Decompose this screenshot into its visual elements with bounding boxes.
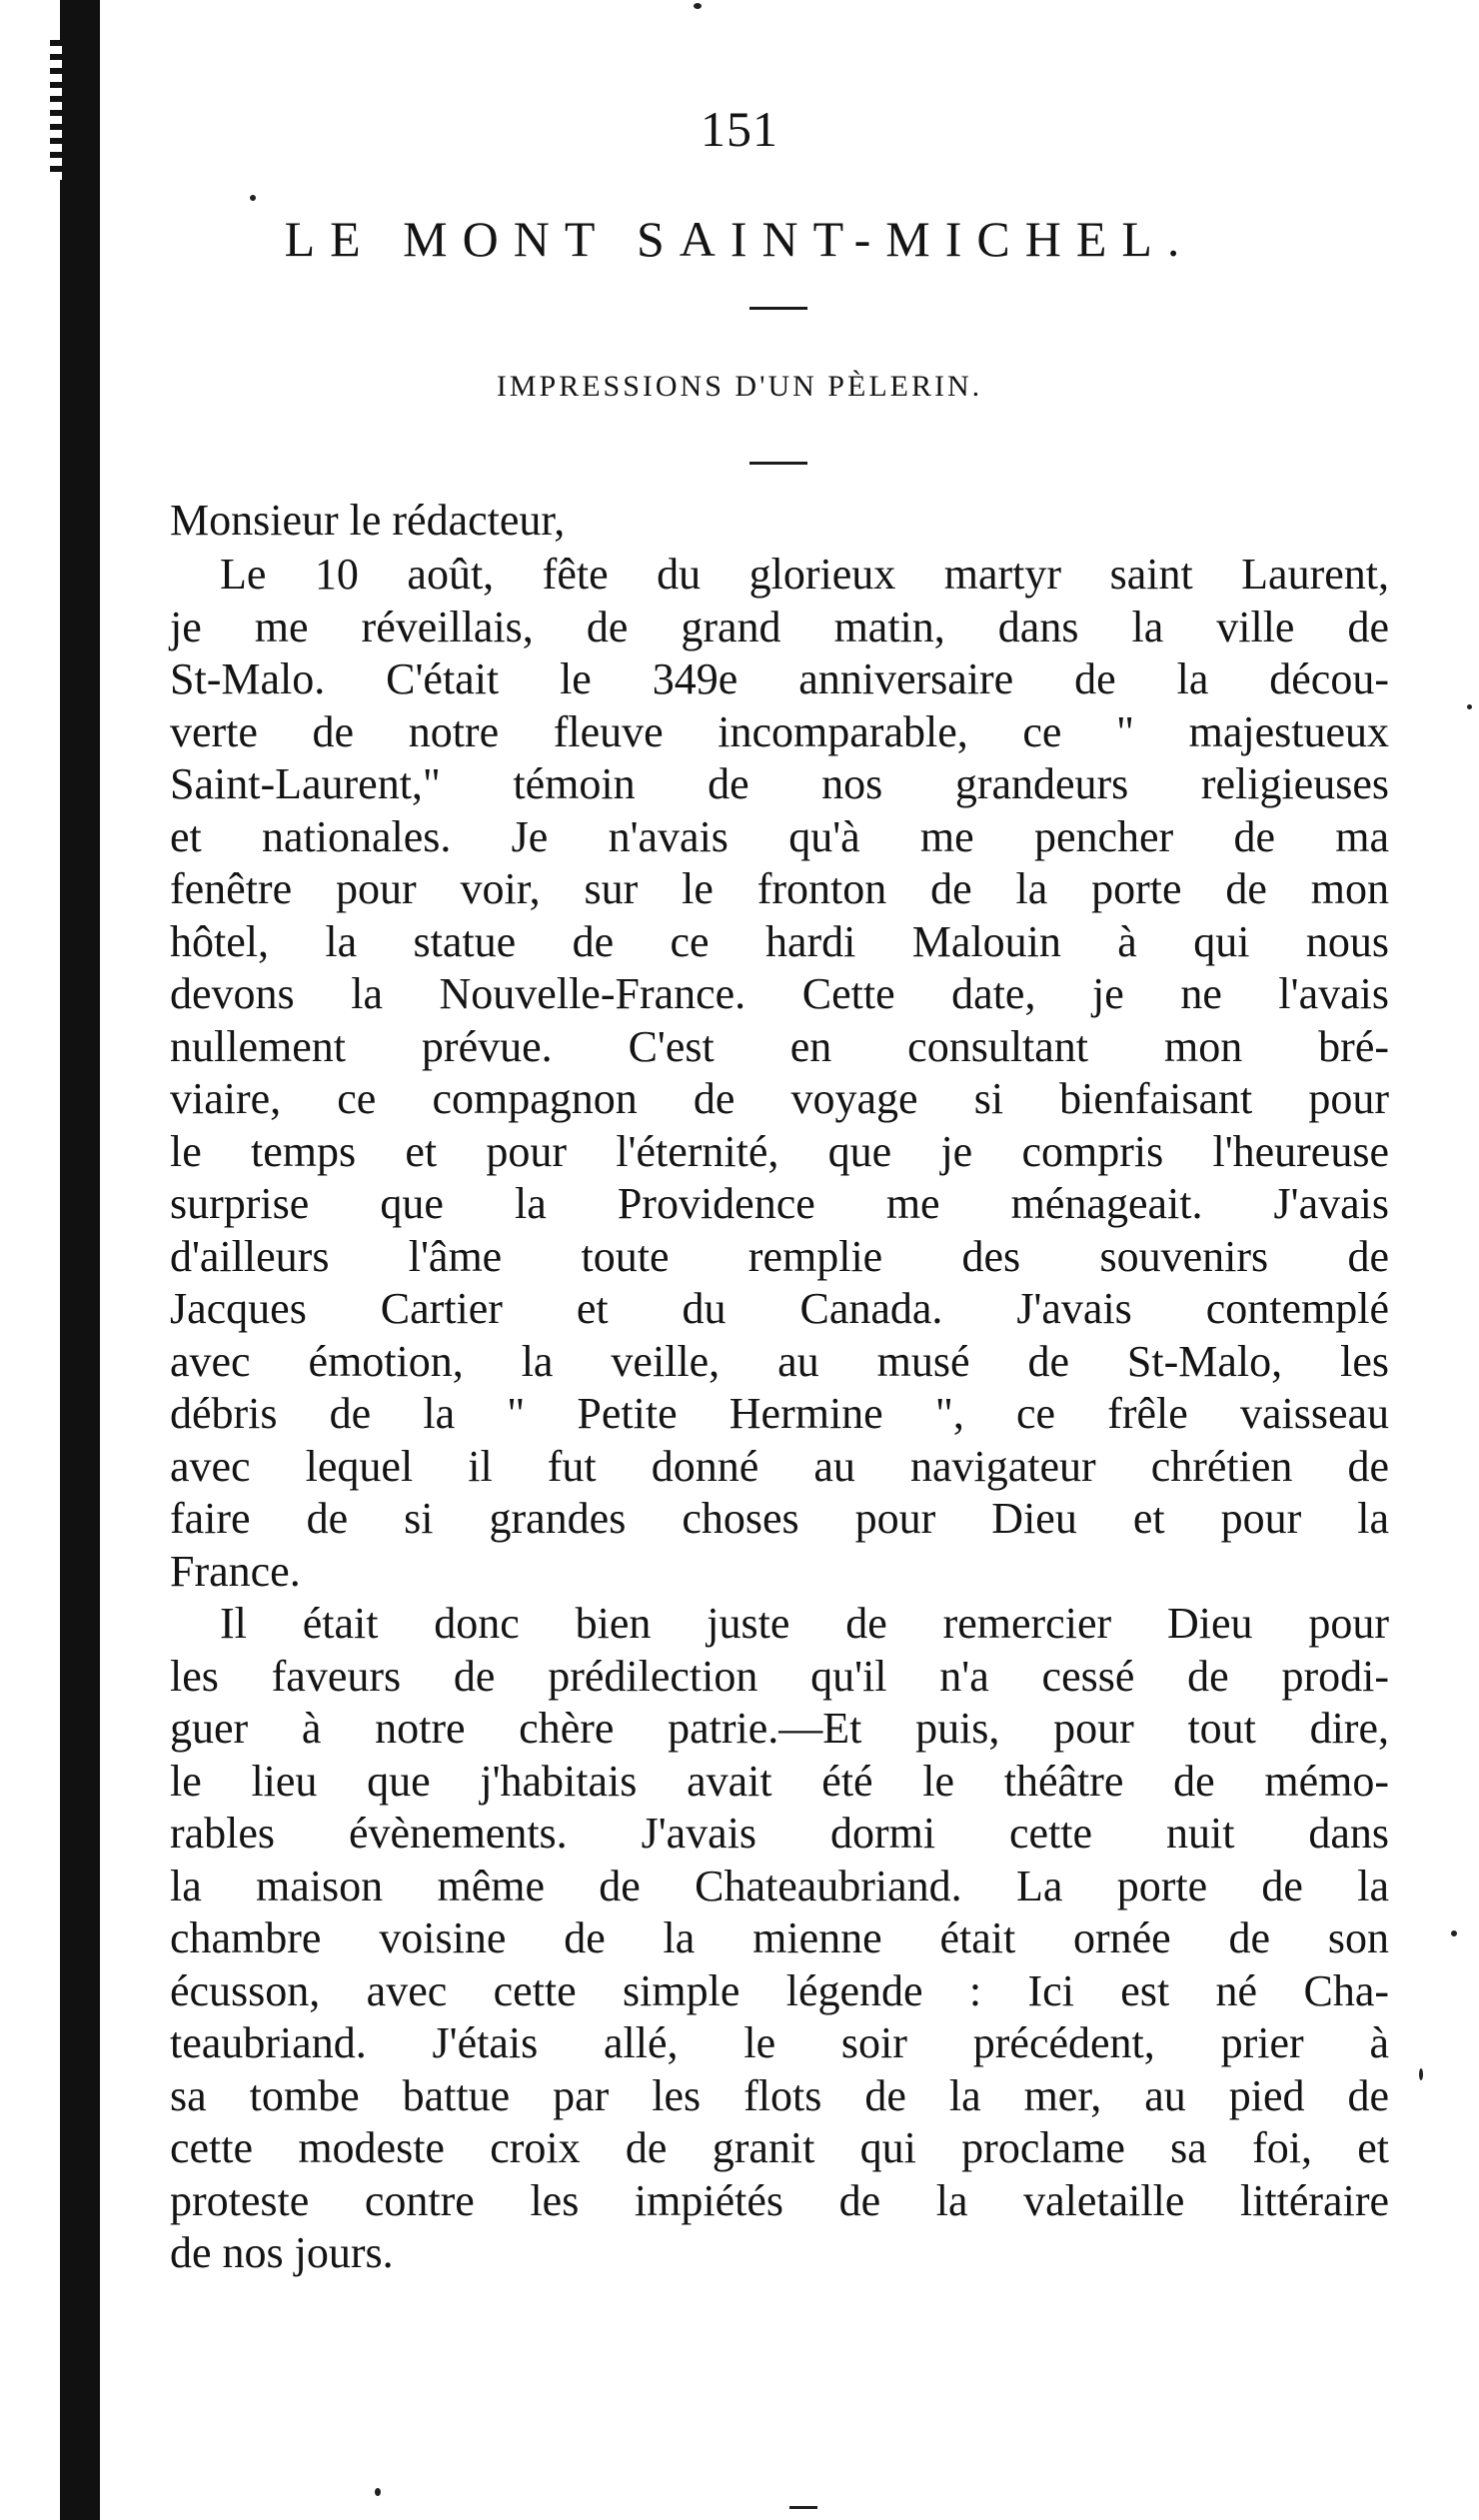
text-line: de nos jours.	[170, 2228, 394, 2277]
text-line: rables évènements. J'avais dormi cette nuit dans	[170, 1809, 1389, 1858]
text-line: hôtel, la statue de ce hardi Malouin à qui nous	[170, 916, 1389, 966]
text-line: Saint-Laurent," témoin de nos grandeurs religieuses	[170, 759, 1389, 808]
text-line: sa tombe battue par les flots de la mer, au pied de	[170, 2070, 1389, 2120]
text-line: les faveurs de prédilection qu'il n'a cessé de prodi-	[170, 1651, 1389, 1701]
bottom-dash	[789, 2506, 817, 2509]
text-line: nullement prévue. C'est en consultant mon bré-	[170, 1021, 1389, 1071]
text-line: verte de notre fleuve incomparable, ce " majestueux	[170, 706, 1389, 756]
page-title: LE MONT SAINT-MICHEL.	[284, 211, 1195, 267]
ink-speck	[694, 3, 702, 9]
text-line: viaire, ce compagnon de voyage si bienfaisant pour	[170, 1074, 1389, 1123]
text-line: faire de si grandes choses pour Dieu et pour la	[170, 1494, 1389, 1543]
text-line: le temps et pour l'éternité, que je compris l'heureuse	[170, 1126, 1389, 1176]
ink-speck	[1419, 2068, 1423, 2080]
text-line: débris de la " Petite Hermine ", ce frêle vaisseau	[170, 1389, 1389, 1438]
text-line: la maison même de Chateaubriand. La porte de la	[170, 1861, 1389, 1910]
ink-speck	[375, 2488, 381, 2496]
ink-speck	[1467, 704, 1472, 709]
text-line: guer à notre chère patrie.—Et puis, pour tout dire,	[170, 1704, 1389, 1753]
salutation: Monsieur le rédacteur,	[170, 496, 566, 545]
text-line: et nationales. Je n'avais qu'à me pencher de ma	[170, 811, 1389, 861]
text-line: avec lequel il fut donné au navigateur chrétien de	[170, 1441, 1389, 1491]
text-line: devons la Nouvelle-France. Cette date, je ne l'avais	[170, 969, 1389, 1018]
text-line: Jacques Cartier et du Canada. J'avais contemplé	[170, 1284, 1389, 1333]
text-line: fenêtre pour voir, sur le fronton de la porte de mon	[170, 864, 1389, 913]
letter-body	[170, 549, 1389, 2280]
text-line: cette modeste croix de granit qui proclame sa foi, et	[170, 2123, 1389, 2172]
text-line: France.	[170, 1546, 301, 1596]
text-line: Le 10 août, fête du glorieux martyr saint Laurent,	[220, 550, 1389, 599]
subtitle-rule	[749, 462, 807, 465]
page-number: 151	[701, 101, 778, 157]
text-line: teaubriand. J'étais allé, le soir précédent, prier à	[170, 2018, 1389, 2067]
subtitle: IMPRESSIONS D'UN PÈLERIN.	[496, 370, 983, 403]
ink-speck	[250, 195, 256, 201]
text-line: d'ailleurs l'âme toute remplie des souvenirs de	[170, 1231, 1389, 1281]
ink-speck	[1451, 1930, 1457, 1936]
text-line: chambre voisine de la mienne était ornée de son	[170, 1913, 1389, 1962]
text-line: St-Malo. C'était le 349e anniversaire de la décou-	[170, 654, 1389, 703]
text-line: le lieu que j'habitais avait été le théâtre de mémo-	[170, 1756, 1389, 1806]
text-line: proteste contre les impiétés de la valetaille littéraire	[170, 2175, 1389, 2225]
text-line: avec émotion, la veille, au musé de St-Malo, les	[170, 1336, 1389, 1386]
title-rule	[749, 307, 807, 310]
text-line: je me réveillais, de grand matin, dans la ville de	[170, 602, 1389, 651]
text-line: écusson, avec cette simple légende : Ici est né Cha-	[170, 1965, 1389, 2015]
text-line: Il était donc bien juste de remercier Dieu pour	[220, 1599, 1389, 1648]
text-line: surprise que la Providence me ménageait. J'avais	[170, 1179, 1389, 1228]
